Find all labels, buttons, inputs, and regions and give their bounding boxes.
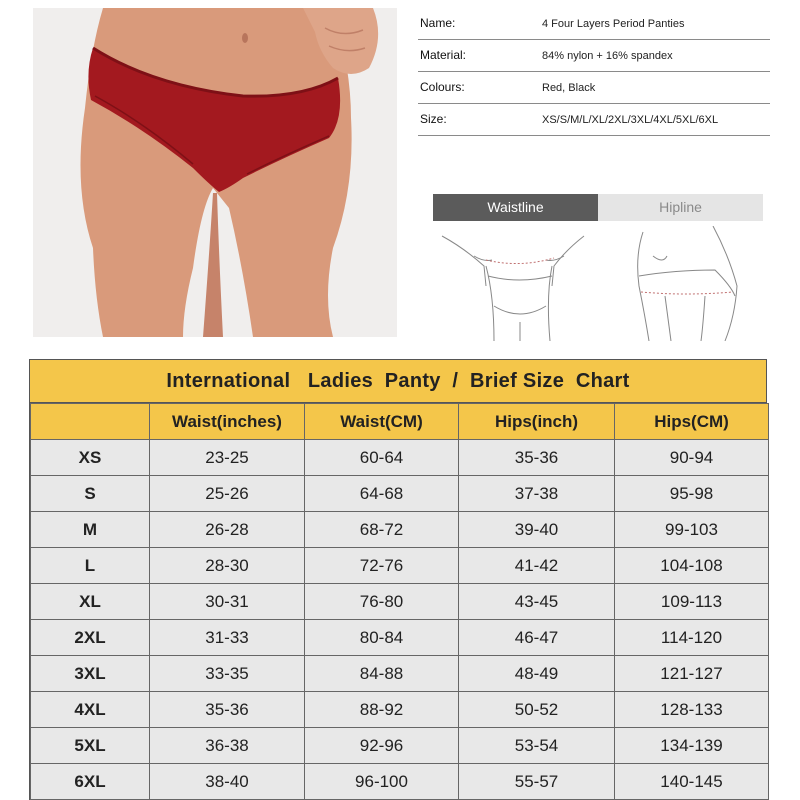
spec-row-material xyxy=(418,40,770,72)
table-cell: 140-145 xyxy=(615,764,769,800)
table-cell: 134-139 xyxy=(615,728,769,764)
size-cell: 2XL xyxy=(31,620,150,656)
table-cell: 60-64 xyxy=(305,440,459,476)
table-cell: 99-103 xyxy=(615,512,769,548)
spec-label: Size: xyxy=(420,112,447,126)
table-cell: 121-127 xyxy=(615,656,769,692)
table-row xyxy=(31,620,769,656)
size-cell: 5XL xyxy=(31,728,150,764)
size-chart-table xyxy=(30,403,769,800)
table-row xyxy=(31,440,769,476)
table-cell: 80-84 xyxy=(305,620,459,656)
header-cell-waist-inches: Waist(inches) xyxy=(150,404,305,440)
table-cell: 128-133 xyxy=(615,692,769,728)
spec-label: Material: xyxy=(420,48,467,62)
header-cell-size xyxy=(31,404,150,440)
table-cell: 53-54 xyxy=(459,728,615,764)
table-cell: 48-49 xyxy=(459,656,615,692)
header-cell-waist-cm: Waist(CM) xyxy=(305,404,459,440)
table-row xyxy=(31,656,769,692)
table-row xyxy=(31,476,769,512)
table-cell: 26-28 xyxy=(150,512,305,548)
size-cell: 4XL xyxy=(31,692,150,728)
table-cell: 35-36 xyxy=(459,440,615,476)
header-cell-hips-inch: Hips(inch) xyxy=(459,404,615,440)
header-cell-hips-cm: Hips(CM) xyxy=(615,404,769,440)
table-row xyxy=(31,584,769,620)
table-cell: 114-120 xyxy=(615,620,769,656)
spec-row-size xyxy=(418,104,770,136)
table-cell: 39-40 xyxy=(459,512,615,548)
table-cell: 46-47 xyxy=(459,620,615,656)
table-row xyxy=(31,692,769,728)
spec-value: 4 Four Layers Period Panties xyxy=(542,18,685,30)
spec-row-colours xyxy=(418,72,770,104)
table-row xyxy=(31,548,769,584)
spec-value: XS/S/M/L/XL/2XL/3XL/4XL/5XL/6XL xyxy=(542,114,719,126)
tab-waistline[interactable]: Waistline xyxy=(433,194,598,221)
table-row xyxy=(31,764,769,800)
table-cell: 33-35 xyxy=(150,656,305,692)
table-cell: 38-40 xyxy=(150,764,305,800)
table-cell: 92-96 xyxy=(305,728,459,764)
table-cell: 64-68 xyxy=(305,476,459,512)
waist-measure-sketch xyxy=(434,226,594,341)
table-cell: 28-30 xyxy=(150,548,305,584)
table-cell: 104-108 xyxy=(615,548,769,584)
table-cell: 25-26 xyxy=(150,476,305,512)
table-cell: 31-33 xyxy=(150,620,305,656)
table-cell: 76-80 xyxy=(305,584,459,620)
table-cell: 109-113 xyxy=(615,584,769,620)
table-cell: 35-36 xyxy=(150,692,305,728)
table-cell: 37-38 xyxy=(459,476,615,512)
size-chart xyxy=(29,359,767,800)
spec-label: Colours: xyxy=(420,80,465,94)
size-cell: L xyxy=(31,548,150,584)
size-cell: XS xyxy=(31,440,150,476)
table-cell: 30-31 xyxy=(150,584,305,620)
table-row xyxy=(31,728,769,764)
hip-measure-sketch xyxy=(605,226,765,341)
table-cell: 95-98 xyxy=(615,476,769,512)
size-cell: 6XL xyxy=(31,764,150,800)
table-cell: 50-52 xyxy=(459,692,615,728)
spec-value: Red, Black xyxy=(542,82,596,94)
size-chart-title: International Ladies Panty / Brief Size Chart xyxy=(30,360,766,403)
table-cell: 68-72 xyxy=(305,512,459,548)
table-cell: 36-38 xyxy=(150,728,305,764)
table-cell: 90-94 xyxy=(615,440,769,476)
table-row xyxy=(31,512,769,548)
size-cell: S xyxy=(31,476,150,512)
table-cell: 43-45 xyxy=(459,584,615,620)
spec-row-name xyxy=(418,8,770,40)
table-cell: 55-57 xyxy=(459,764,615,800)
spec-label: Name: xyxy=(420,16,456,30)
table-cell: 72-76 xyxy=(305,548,459,584)
product-photo xyxy=(33,8,397,337)
size-cell: XL xyxy=(31,584,150,620)
table-cell: 23-25 xyxy=(150,440,305,476)
spec-value: 84% nylon + 16% spandex xyxy=(542,50,673,62)
header-row xyxy=(31,404,769,440)
table-cell: 96-100 xyxy=(305,764,459,800)
table-cell: 84-88 xyxy=(305,656,459,692)
table-cell: 88-92 xyxy=(305,692,459,728)
product-specs xyxy=(418,8,770,136)
tab-hipline[interactable]: Hipline xyxy=(598,194,763,221)
table-cell: 41-42 xyxy=(459,548,615,584)
size-cell: M xyxy=(31,512,150,548)
measure-tabs xyxy=(433,194,763,221)
size-cell: 3XL xyxy=(31,656,150,692)
